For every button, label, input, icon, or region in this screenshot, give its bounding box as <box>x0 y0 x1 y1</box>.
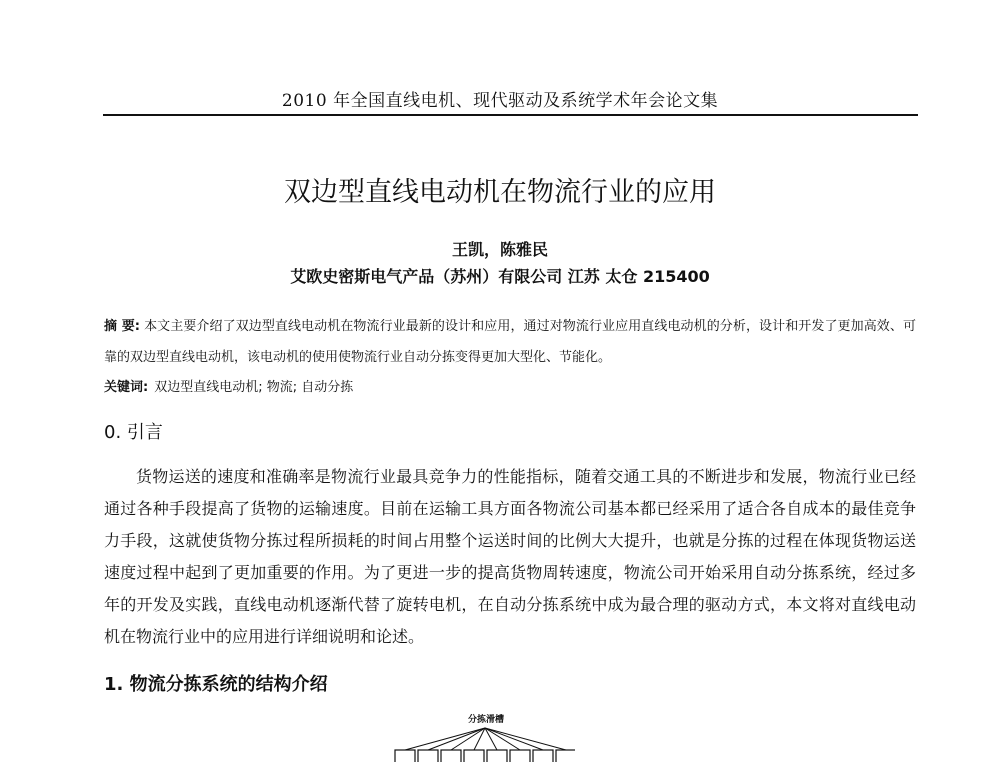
sorting-chute-diagram <box>385 722 575 762</box>
keywords-label: 关键词: <box>104 380 149 395</box>
chute-box <box>464 750 484 762</box>
chute-box <box>556 750 575 762</box>
paper-title: 双边型直线电动机在物流行业的应用 <box>284 177 716 208</box>
section-heading-introduction: 0. 引言 <box>104 422 163 443</box>
abstract-text: 本文主要介绍了双边型直线电动机在物流行业最新的设计和应用，通过对物流行业应用直线电动机的分析，设计和开发了更加高效、可靠的双边型直线电动机，该电动机的使用使物流行业自动分拣变得更加大型化、节能化。 <box>104 319 916 365</box>
introduction-paragraph: 货物运送的速度和准确率是物流行业最具竞争力的性能指标，随着交通工具的不断进步和发展，物流行业已经通过各种手段提高了货物的运输速度。目前在运输工具方面各物流公司基本都已经采用了适合各自成本的最佳竞争力手段，这就使货物分拣过程所损耗的时间占用整个运送时间的比例大大提升，也就是分拣的过程在体现货物运送速度过程中起到了更加重要的作用。为了更进一步的提高货物周转速度，物流公司开始采用自动分拣系统，经过多年的开发及实践，直线电动机逐渐代替了旋转电机，在自动分拣系统中成为最合理的驱动方式，本文将对直线电动机在物流行业中的应用进行详细说明和论述。 <box>104 467 916 646</box>
chute-box <box>395 750 415 762</box>
abstract-label: 摘 要: <box>104 319 140 334</box>
chute-connector <box>405 728 485 750</box>
figure-label: 分拣滑槽 <box>468 715 505 725</box>
chute-connector <box>485 728 566 750</box>
abstract <box>104 311 916 373</box>
running-header: 2010 年全国直线电机、现代驱动及系统学术年会论文集 <box>281 91 719 111</box>
paper-authors: 王凯，陈雅民 <box>451 240 548 259</box>
keywords <box>104 376 353 395</box>
paper-affiliation: 艾欧史密斯电气产品（苏州）有限公司 江苏 太仓 215400 <box>290 267 710 286</box>
chute-box <box>533 750 553 762</box>
section-heading-structure: 1. 物流分拣系统的结构介绍 <box>104 674 328 695</box>
chute-box <box>487 750 507 762</box>
keywords-text: 双边型直线电动机; 物流; 自动分拣 <box>154 380 354 395</box>
chute-box <box>510 750 530 762</box>
header-rule <box>103 114 918 116</box>
chute-box <box>441 750 461 762</box>
chute-box <box>418 750 438 762</box>
